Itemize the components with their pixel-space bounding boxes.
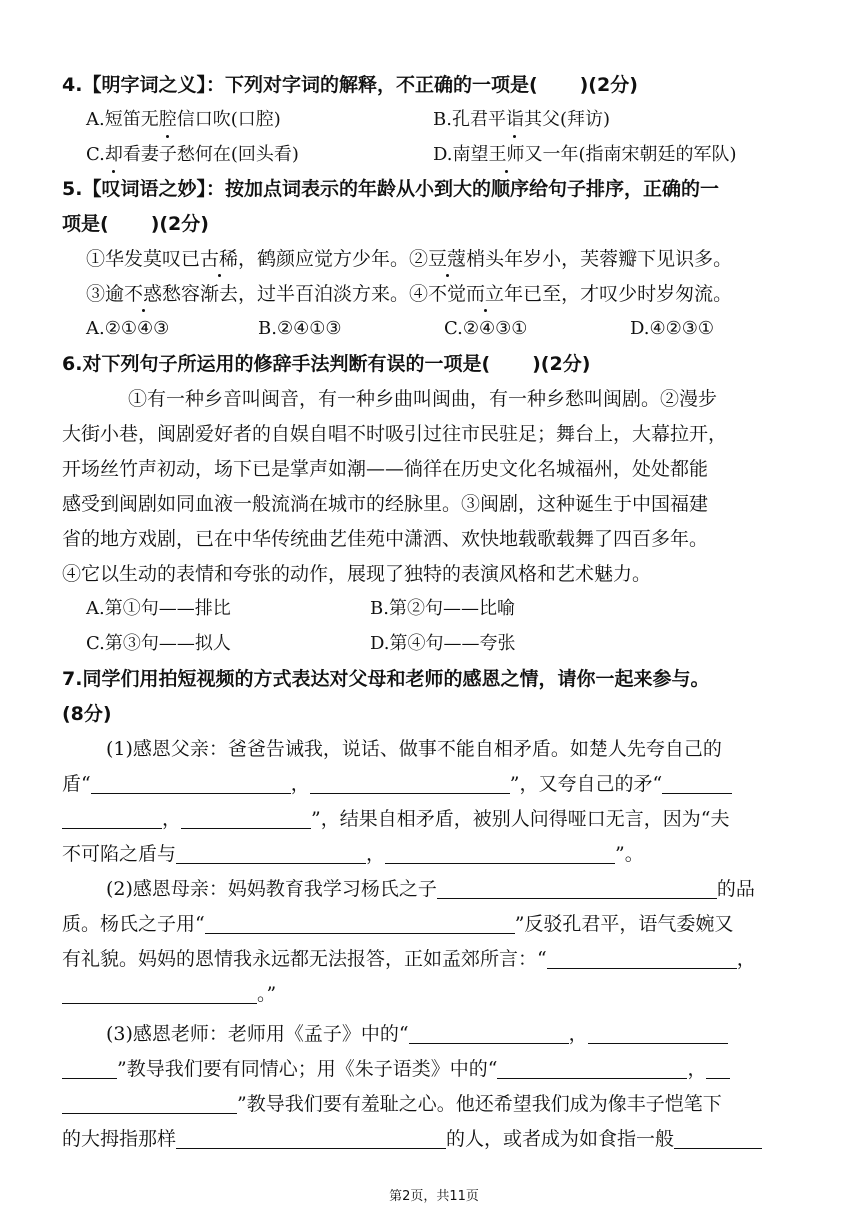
q6-option-c[interactable]: C.第③句——拟人 [86,633,231,654]
q6-passage-line4: 感受到闽剧如同血液一般流淌在城市的经脉里。③闽剧，这种诞生于中国福建 [62,493,709,515]
q5-score: )(2分) [150,213,209,235]
q7-m1b: 的品 [716,878,755,900]
q7-blank-1[interactable] [91,771,291,794]
q7-blank-8[interactable] [205,911,515,934]
q6-stem [62,351,590,377]
q4-a-pre: A.短笛无 [86,109,159,130]
q4-option-a[interactable] [86,107,281,133]
q5-option-b[interactable]: B.②④①③ [258,318,342,339]
q7-f4c: ”。 [615,843,644,865]
q4-c-pre: C. [86,144,105,165]
q7-f4a: 不可陷之盾与 [62,843,177,865]
q5-s1-pre: ①华发莫叹已 [86,248,201,270]
q7-blank-2[interactable] [310,771,510,794]
q7-teacher-line2 [62,1056,730,1082]
q7-blank-5[interactable] [176,841,366,864]
q7-father-line2 [62,771,732,797]
q4-c-dotted: 却 [105,142,123,168]
q7-t1b: ， [568,1023,588,1045]
q7-blank-16[interactable] [674,1126,762,1149]
q6-stem-text: 6.对下列句子所运用的修辞手法判断有误的一项是( [62,353,491,375]
q4-option-c[interactable] [86,142,299,168]
q7-f3a: ， [162,808,182,830]
q4-b-post: 其父(拜访) [523,109,610,130]
q4-option-b[interactable] [433,107,610,133]
q6-passage-line5: 省的地方戏剧，已在中华传统曲艺佳苑中潇洒、欢快地载歌载舞了四百多年。 [62,528,709,550]
q6-score: )(2分) [532,353,591,375]
q7-blank-9[interactable] [547,946,737,969]
q7-m2b: ”反驳孔君平，语气委婉又 [514,913,734,935]
q6-passage-line2: 大街小巷，闽剧爱好者的自娱自唱不时吸引过往市民驻足；舞台上，大幕拉开， [62,423,728,445]
q7-t1a: (3)感恩老师：老师用《孟子》中的“ [106,1023,409,1045]
q5-s1-mid: ，鹤颜应觉方少年。② [238,248,429,270]
q7-teacher-line3 [62,1091,722,1117]
q5-stem-line2 [62,211,209,237]
q7-m3a: 有礼貌。妈妈的恩情我永远都无法报答，正如孟郊所言：“ [62,948,547,970]
q5-option-d[interactable]: D.④②③① [630,318,715,339]
q7-m2a: 质。杨氏之子用“ [62,913,205,935]
q4-d-post: 又一年(指南宋朝廷的军队) [524,144,737,165]
q5-s1-post: 梢头年岁小，芙蓉瓣下见识多。 [466,248,733,270]
q7-blank-12a[interactable] [588,1021,728,1044]
q5-option-a[interactable]: A.②①④③ [86,318,170,339]
q5-s1-dotted: 古稀 [200,248,239,270]
q6-option-d[interactable]: D.第④句——夸张 [370,633,516,654]
q5-s2-mid: 愁容渐去，过半百泊淡方来。④不觉 [162,283,467,305]
q7-t3: ”教导我们要有羞耻之心。他还希望我们成为像丰子恺笔下 [237,1093,722,1115]
q7-father-line3 [62,806,729,832]
q7-t4a: 的大拇指那样 [62,1128,177,1150]
q7-blank-3a[interactable] [662,771,732,794]
q7-stem-line2: (8分) [62,703,112,725]
q7-father-line1: (1)感恩父亲：爸爸告诫我，说话、做事不能自相矛盾。如楚人先夸自己的 [106,738,722,760]
q4-c-post: 看妻子愁何在(回头看) [122,144,299,165]
q7-father-line4 [62,841,644,867]
q7-blank-11[interactable] [409,1021,569,1044]
q7-stem-line1: 7.同学们用拍短视频的方式表达对父母和老师的感恩之情，请你一起来参与。 [62,668,710,690]
q6-passage-line1: ①有一种乡音叫闽音，有一种乡曲叫闽曲，有一种乡愁叫闽剧。②漫步 [128,388,718,410]
q5-s2-pre: ③逾 [86,283,125,305]
q7-f2c: ”，又夸自己的矛“ [509,773,663,795]
q7-f2b: ， [290,773,310,795]
q7-mother-line1 [106,876,755,902]
q7-f2a: 盾“ [62,773,91,795]
q6-passage-line6: ④它以生动的表情和夸张的动作，展现了独特的表演风格和艺术魅力。 [62,563,652,585]
q7-m3b: ， [736,948,756,970]
q7-blank-15[interactable] [176,1126,446,1149]
q5-s2-dotted2: 而立 [466,283,505,305]
page-footer: 第2页，共11页 [389,1189,479,1204]
q7-teacher-line1 [106,1021,728,1047]
q5-s2-dotted: 不惑 [124,283,163,305]
q5-s2-post: 年已至，才叹少时岁匆流。 [504,283,733,305]
q7-f4b: ， [366,843,386,865]
q7-t4b: 的人，或者成为如食指一般 [446,1128,675,1150]
q4-d-pre: D.南望 [433,144,489,165]
q5-stem-line1: 5.【叹词语之妙】：按加点词表示的年龄从小到大的顺序给句子排序，正确的一 [62,178,719,200]
q5-sentences-line1 [86,246,732,272]
q4-b-dotted: 诣 [506,107,524,133]
q7-teacher-line4 [62,1126,762,1152]
q7-blank-4[interactable] [181,806,311,829]
q5-sentences-line2 [86,281,732,307]
q7-blank-7[interactable] [437,876,717,899]
q4-a-dotted: 腔 [159,107,177,133]
q5-s1-dotted2: 豆蔻 [428,248,467,270]
q4-d-dotted: 王师 [489,142,525,168]
q6-option-b[interactable]: B.第②句——比喻 [370,598,515,619]
q5-stem2-text: 项是( [62,213,109,235]
q7-m4: 。” [257,983,277,1005]
q4-b-pre: B.孔君平 [433,109,506,130]
q4-stem-text: 4.【明字词之义】：下列对字词的解释，不正确的一项是( [62,74,538,96]
q7-t2a: ”教导我们要有同情心；用《朱子语类》中的“ [117,1058,498,1080]
q7-t2b: ， [687,1058,707,1080]
q4-option-d[interactable] [433,142,737,168]
q7-mother-line4 [62,981,276,1007]
q7-blank-6[interactable] [385,841,615,864]
q7-m1a: (2)感恩母亲：妈妈教育我学习杨氏之子 [106,878,437,900]
q7-mother-line3 [62,946,756,972]
q7-f3b: ”，结果自相矛盾，被别人问得哑口无言，因为“夫 [311,808,730,830]
q7-blank-12b[interactable] [62,1056,117,1079]
q6-option-a[interactable]: A.第①句——排比 [86,598,231,619]
q7-mother-line2 [62,911,733,937]
q7-blank-3b[interactable] [62,806,162,829]
q7-blank-13[interactable] [497,1056,687,1079]
q5-option-c[interactable]: C.②④③① [444,318,528,339]
q4-a-post: 信口吹(口腔) [176,109,281,130]
q4-stem [62,72,638,98]
q4-score: )(2分) [579,74,638,96]
q7-blank-14a[interactable] [706,1056,730,1079]
q7-blank-10[interactable] [62,981,257,1004]
q7-blank-14b[interactable] [62,1091,237,1114]
q6-passage-line3: 开场丝竹声初动，场下已是掌声如潮——徜徉在历史文化名城福州，处处都能 [62,458,709,480]
